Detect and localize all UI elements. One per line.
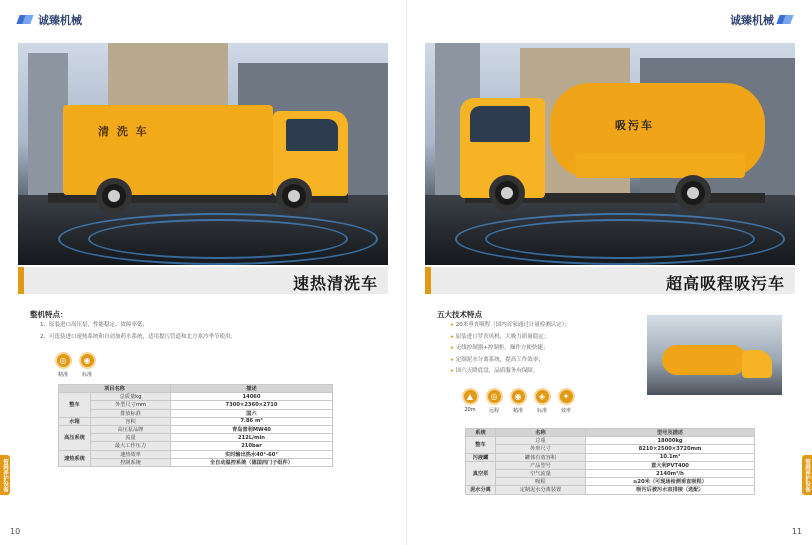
wheel-icon — [276, 178, 312, 214]
truck-thumbnail-photo — [647, 315, 782, 395]
icon-item: ◉ 标准 — [78, 352, 96, 378]
table-row: 外形尺寸 8210×2500×3720mm — [466, 445, 755, 453]
title-banner — [425, 267, 795, 294]
feature-item: ▸ 无线控制器+控制柜，操作方便快捷； — [451, 345, 549, 351]
height-icon: ▲ — [462, 388, 479, 405]
banner-title: 超高吸程吸污车 — [665, 274, 785, 293]
feature-item: ▸ 定制泥水分离系统，提高工作效率； — [451, 356, 544, 363]
brand-logo — [730, 12, 794, 28]
table-row: 外型尺寸mm 7300×2360×2710 — [59, 401, 333, 409]
bullet-icon: ▸ — [451, 322, 454, 328]
wheel-icon — [489, 175, 525, 211]
suction-truck-photo — [425, 43, 795, 265]
standard-icon: ◈ — [534, 388, 551, 405]
bullet-icon: ▸ — [451, 333, 454, 340]
table-row: 流量 212L/min — [59, 434, 333, 442]
table-header: 名称 — [496, 429, 586, 437]
standard-icon: ◉ — [79, 352, 96, 369]
feature-icons — [461, 388, 575, 414]
icon-item: ◉ 精准 — [509, 388, 527, 414]
title-banner — [18, 267, 388, 294]
remote-icon: ◎ — [486, 388, 503, 405]
spec-table — [58, 384, 333, 467]
feature-item: ▸ 原装进口罗茨风机，大吸力质量稳定； — [451, 333, 550, 340]
section-title: 五大技术特点 — [437, 310, 482, 319]
table-header: 描述 — [171, 385, 333, 393]
page-number: 10 — [10, 527, 21, 536]
table-row: 最大工作压力 210bar — [59, 442, 333, 450]
feature-icons — [54, 352, 96, 378]
right-page — [406, 0, 812, 545]
icon-item: ◎ 远程 — [485, 388, 503, 414]
side-tab: 管网养护设备 — [0, 455, 10, 495]
feature-item: 2、可选装进口速热系统和自动加药水系统，适用提污管道和北方寒冷季节使用； — [40, 333, 237, 340]
icon-item: ✦ 效率 — [557, 388, 575, 414]
spec-table — [465, 428, 755, 495]
brand-name: 诚臻机械 — [730, 14, 774, 27]
table-row: 整车 总质量kg 14060 — [59, 393, 333, 401]
truck-label-cleaning: 清 洗 车 — [98, 125, 149, 138]
section-title: 整机特点： — [30, 310, 68, 319]
table-header: 型号及描述 — [586, 429, 755, 437]
table-row: 高压系统 高压泵品牌 青岛普利MW40 — [59, 425, 333, 433]
cleaning-truck-photo — [18, 43, 388, 265]
table-row: 吸程 ≥20米（可现场检测垂直吸程） — [466, 478, 755, 486]
table-row: 控制系统 全自动温控系统（德国西门子组件） — [59, 458, 333, 466]
table-row: 真空泵 产品型号 意大利PVT400 — [466, 461, 755, 469]
table-header: 系统 — [466, 429, 496, 437]
precision-icon: ◉ — [510, 388, 527, 405]
efficiency-icon: ✦ — [558, 388, 575, 405]
table-row: 泥水分离 定制泥水分离装置 吸污后被污水直排接（选配） — [466, 486, 755, 494]
page-number: 11 — [791, 527, 802, 536]
truck-label-suction: 吸污车 — [615, 119, 654, 132]
table-row: 水箱 容积 7.86 m³ — [59, 417, 333, 425]
feature-item: ▸ 20米垂直吸程（国内首家通过计量检测认定）； — [451, 322, 571, 328]
icon-item: ◎ 精准 — [54, 352, 72, 378]
brand-mark-icon — [18, 14, 34, 26]
banner-title: 速热清洗车 — [292, 274, 378, 293]
table-header: 项目名称 — [59, 385, 171, 393]
bullet-icon: ▸ — [451, 356, 454, 363]
wheel-icon — [96, 178, 132, 214]
brand-mark-icon — [778, 14, 794, 26]
table-row: 污液罐 罐体有效容积 10.1m³ — [466, 453, 755, 461]
feature-list — [451, 320, 570, 378]
icon-item: ◈ 标准 — [533, 388, 551, 414]
bullet-icon: ▸ — [451, 345, 454, 351]
brand-logo — [18, 12, 82, 28]
brand-name: 诚臻机械 — [38, 14, 82, 27]
table-row: 整车 总重 18000kg — [466, 437, 755, 445]
bullet-icon: ▸ — [451, 368, 454, 374]
wheel-icon — [675, 175, 711, 211]
side-tab: 管网养护设备 — [802, 455, 812, 495]
feature-list — [40, 320, 236, 343]
feature-item: ▸ 国六天降底盘，品质服务有保障。 — [451, 368, 539, 374]
feature-item: 1、原装进口高压泵，性能稳定、故障率低； — [40, 322, 149, 328]
icon-item: ▲ 20m — [461, 388, 479, 414]
table-row: 空气流量 2140m³/h — [466, 469, 755, 477]
precision-icon: ◎ — [55, 352, 72, 369]
table-row: 速热系统 速热效率 实时输出热水40°-60° — [59, 450, 333, 458]
table-row: 排放标准 国六 — [59, 409, 333, 417]
